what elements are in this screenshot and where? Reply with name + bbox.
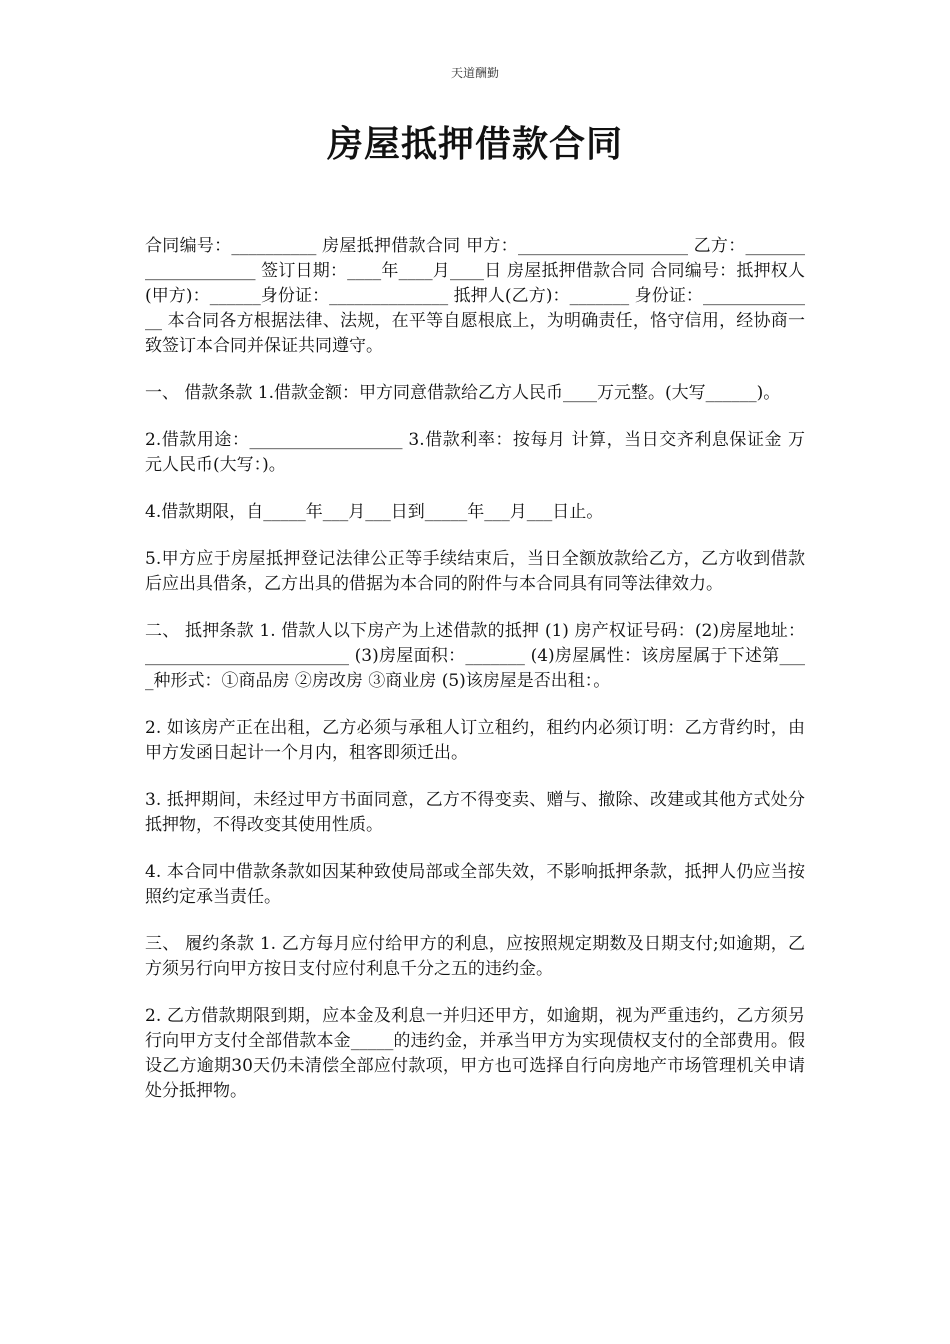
loan-clause-amount: 一、 借款条款 1.借款金额：甲方同意借款给乙方人民币____万元整。(大写______)。 bbox=[145, 383, 781, 403]
header-note: 天道酬勤 bbox=[450, 66, 499, 80]
loan-clause-disbursement: 5.甲方应于房屋抵押登记法律公正等手续结束后，当日全额放款给乙方，乙方收到借款后应出具借条，乙方出具的借据为本合同的附件与本合同具有同等法律效力。 bbox=[145, 549, 805, 594]
performance-clause-default: 2. 乙方借款期限到期，应本金及利息一并归还甲方，如逾期，视为严重违约，乙方须另行向甲方支付全部借款本金_____的违约金，并承当甲方为实现债权支付的全部费用。假设乙方逾期30天仍未清偿全部应付款项，甲方也可选择自行向房地产市场管理机关申请处分抵押物。 bbox=[145, 1006, 805, 1101]
mortgage-clause-disposal: 3. 抵押期间，未经过甲方书面同意，乙方不得变卖、赠与、撤除、改建或其他方式处分抵押物，不得改变其使用性质。 bbox=[145, 790, 805, 835]
contract-body bbox=[145, 234, 805, 1126]
document-title: 房屋抵押借款合同 bbox=[326, 123, 623, 165]
mortgage-clause-property: 二、 抵押条款 1. 借款人以下房产为上述借款的抵押 (1) 房产权证号码：(2)房屋地址：________________________ (3)房屋面积：_______ (4)房屋属性：该房屋属于下述第____种形式：①商品房 ②房改房 ③商业房 (5)该房屋是否出租：。 bbox=[145, 621, 805, 691]
mortgage-clause-validity: 4. 本合同中借款条款如因某种致使局部或全部失效，不影响抵押条款，抵押人仍应当按照约定承当责任。 bbox=[145, 862, 805, 907]
performance-clause-interest: 三、 履约条款 1. 乙方每月应付给甲方的利息，应按照规定期数及日期支付;如逾期，乙方须另行向甲方按日支付应付利息千分之五的违约金。 bbox=[145, 934, 805, 979]
contract-preamble: 合同编号：__________ 房屋抵押借款合同 甲方：____________________ 乙方：____________________ 签订日期：____年____月____日 房屋抵押借款合同 合同编号：抵押权人(甲方)：______身份证：______________ 抵押人(乙方)：_______ 身份证：______________ 本合同各方根据法律、法规，在平等自愿根底上，为明确责任，恪守信用，经协商一致签订本合同并保证共同遵守。 bbox=[145, 236, 805, 356]
loan-clause-purpose-rate: 2.借款用途：__________________ 3.借款利率：按每月 计算，当日交齐利息保证金 万元人民币(大写：)。 bbox=[145, 430, 805, 475]
mortgage-clause-lease: 2. 如该房产正在出租，乙方必须与承租人订立租约，租约内必须订明：乙方背约时，由甲方发函日起计一个月内，租客即须迁出。 bbox=[145, 718, 805, 763]
loan-clause-term: 4.借款期限，自_____年___月___日到_____年___月___日止。 bbox=[145, 502, 604, 522]
